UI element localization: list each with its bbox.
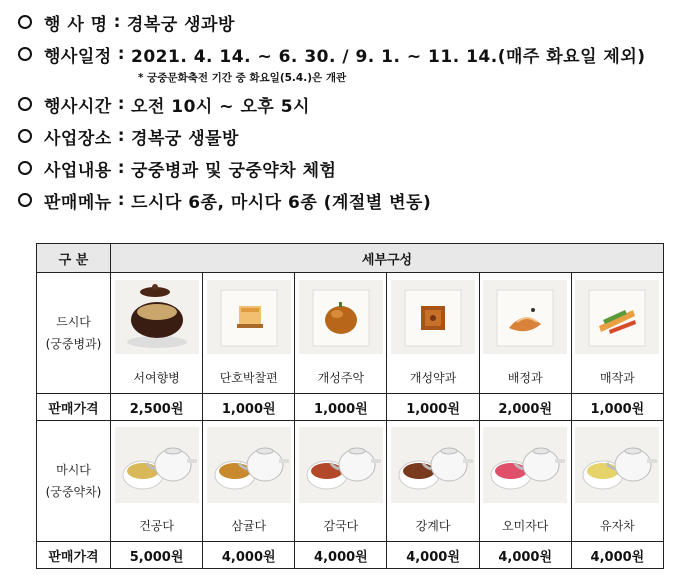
pear-confection-photo (483, 280, 567, 354)
bowl-dessert-photo (115, 280, 199, 354)
colon: : (117, 94, 126, 114)
food-item-price: 1,000원 (203, 394, 295, 421)
circle-bullet-icon (18, 15, 32, 29)
colon: : (117, 158, 126, 178)
info-label: 행 사 명 (44, 14, 108, 35)
info-line-menu (18, 184, 688, 216)
colon: : (117, 190, 126, 210)
info-line-time (18, 88, 688, 120)
circle-bullet-icon (18, 47, 32, 61)
food-price-row (37, 394, 664, 421)
tea-photo-cell (295, 421, 387, 510)
tea-photo-cell (111, 421, 203, 510)
food-image-row (37, 273, 664, 362)
info-label: 판매메뉴 (44, 192, 112, 213)
tea-item-price: 5,000원 (111, 542, 203, 569)
tea-item-name: 삼귤다 (203, 509, 295, 542)
tea-item-name: 건공다 (111, 509, 203, 542)
tea-item-price: 4,000원 (203, 542, 295, 569)
food-item-price: 2,500원 (111, 394, 203, 421)
price-label: 판매가격 (37, 394, 111, 421)
food-photo-cell (387, 273, 479, 362)
food-photo-cell (295, 273, 387, 362)
info-label: 사업장소 (44, 128, 112, 149)
info-value: 오전 10시 ~ 오후 5시 (131, 96, 310, 117)
circle-bullet-icon (18, 161, 32, 175)
colon: : (113, 12, 121, 32)
header-detail: 세부구성 (111, 244, 664, 273)
tea-photo-cell (203, 421, 295, 510)
header-category: 구 분 (37, 244, 111, 273)
colon: : (117, 44, 126, 64)
info-line-schedule (18, 38, 688, 70)
tea-pot-photo (391, 427, 475, 503)
food-category-name: 드시다 (56, 315, 91, 329)
event-info (18, 6, 688, 216)
info-label: 사업내용 (44, 160, 112, 181)
food-photo-cell (203, 273, 295, 362)
tea-category-cell (37, 421, 111, 542)
food-category-sub: (궁중병과) (45, 337, 102, 351)
tea-pot-photo (575, 427, 659, 503)
food-item-price: 1,000원 (571, 394, 663, 421)
food-item-name: 개성약과 (387, 361, 479, 394)
tea-name-row (37, 509, 664, 542)
tea-item-price: 4,000원 (387, 542, 479, 569)
rice-cake-photo (207, 280, 291, 354)
food-item-name: 서여향병 (111, 361, 203, 394)
info-value: 궁중병과 및 궁중약차 체험 (131, 160, 337, 181)
info-line-name (18, 6, 688, 38)
circle-bullet-icon (18, 97, 32, 111)
circle-bullet-icon (18, 129, 32, 143)
twisted-cookie-photo (575, 280, 659, 354)
info-value: 2021. 4. 14. ~ 6. 30. / 9. 1. ~ 11. 14.(매주 화요일 제외) (131, 46, 646, 67)
tea-pot-photo (483, 427, 567, 503)
tea-category-name: 마시다 (56, 463, 91, 477)
tea-pot-photo (115, 427, 199, 503)
tea-item-price: 4,000원 (479, 542, 571, 569)
info-label: 행사시간 (44, 96, 112, 117)
food-item-name: 단호박찰편 (203, 361, 295, 394)
info-label: 행사일정 (44, 46, 112, 67)
tea-item-name: 유자차 (571, 509, 663, 542)
price-label: 판매가격 (37, 542, 111, 569)
tea-item-price: 4,000원 (571, 542, 663, 569)
colon: : (117, 126, 126, 146)
food-item-price: 1,000원 (295, 394, 387, 421)
food-item-name: 매작과 (571, 361, 663, 394)
info-line-place (18, 120, 688, 152)
circle-bullet-icon (18, 193, 32, 207)
info-line-content (18, 152, 688, 184)
food-photo-cell (571, 273, 663, 362)
schedule-note: * 궁중문화축전 기간 중 화요일(5.4.)은 개관 (138, 71, 347, 84)
menu-table (36, 243, 664, 569)
info-value: 경복궁 생물방 (131, 128, 239, 149)
info-value: 경복궁 생과방 (126, 14, 235, 35)
tea-photo-cell (571, 421, 663, 510)
tea-photo-cell (387, 421, 479, 510)
tea-item-price: 4,000원 (295, 542, 387, 569)
tea-photo-cell (479, 421, 571, 510)
tea-image-row (37, 421, 664, 510)
tea-item-name: 감국다 (295, 509, 387, 542)
table-header-row (37, 244, 664, 273)
tea-item-name: 강계다 (387, 509, 479, 542)
food-category-cell (37, 273, 111, 394)
honey-cookie-photo (391, 280, 475, 354)
food-item-price: 2,000원 (479, 394, 571, 421)
tea-pot-photo (299, 427, 383, 503)
food-item-name: 배정과 (479, 361, 571, 394)
food-photo-cell (111, 273, 203, 362)
tea-price-row (37, 542, 664, 569)
info-value: 드시다 6종, 마시다 6종 (계절별 변동) (131, 192, 432, 213)
food-name-row (37, 361, 664, 394)
fried-cake-photo (299, 280, 383, 354)
food-photo-cell (479, 273, 571, 362)
food-item-price: 1,000원 (387, 394, 479, 421)
food-item-name: 개성주악 (295, 361, 387, 394)
tea-pot-photo (207, 427, 291, 503)
tea-category-sub: (궁중약차) (45, 485, 102, 499)
tea-item-name: 오미자다 (479, 509, 571, 542)
